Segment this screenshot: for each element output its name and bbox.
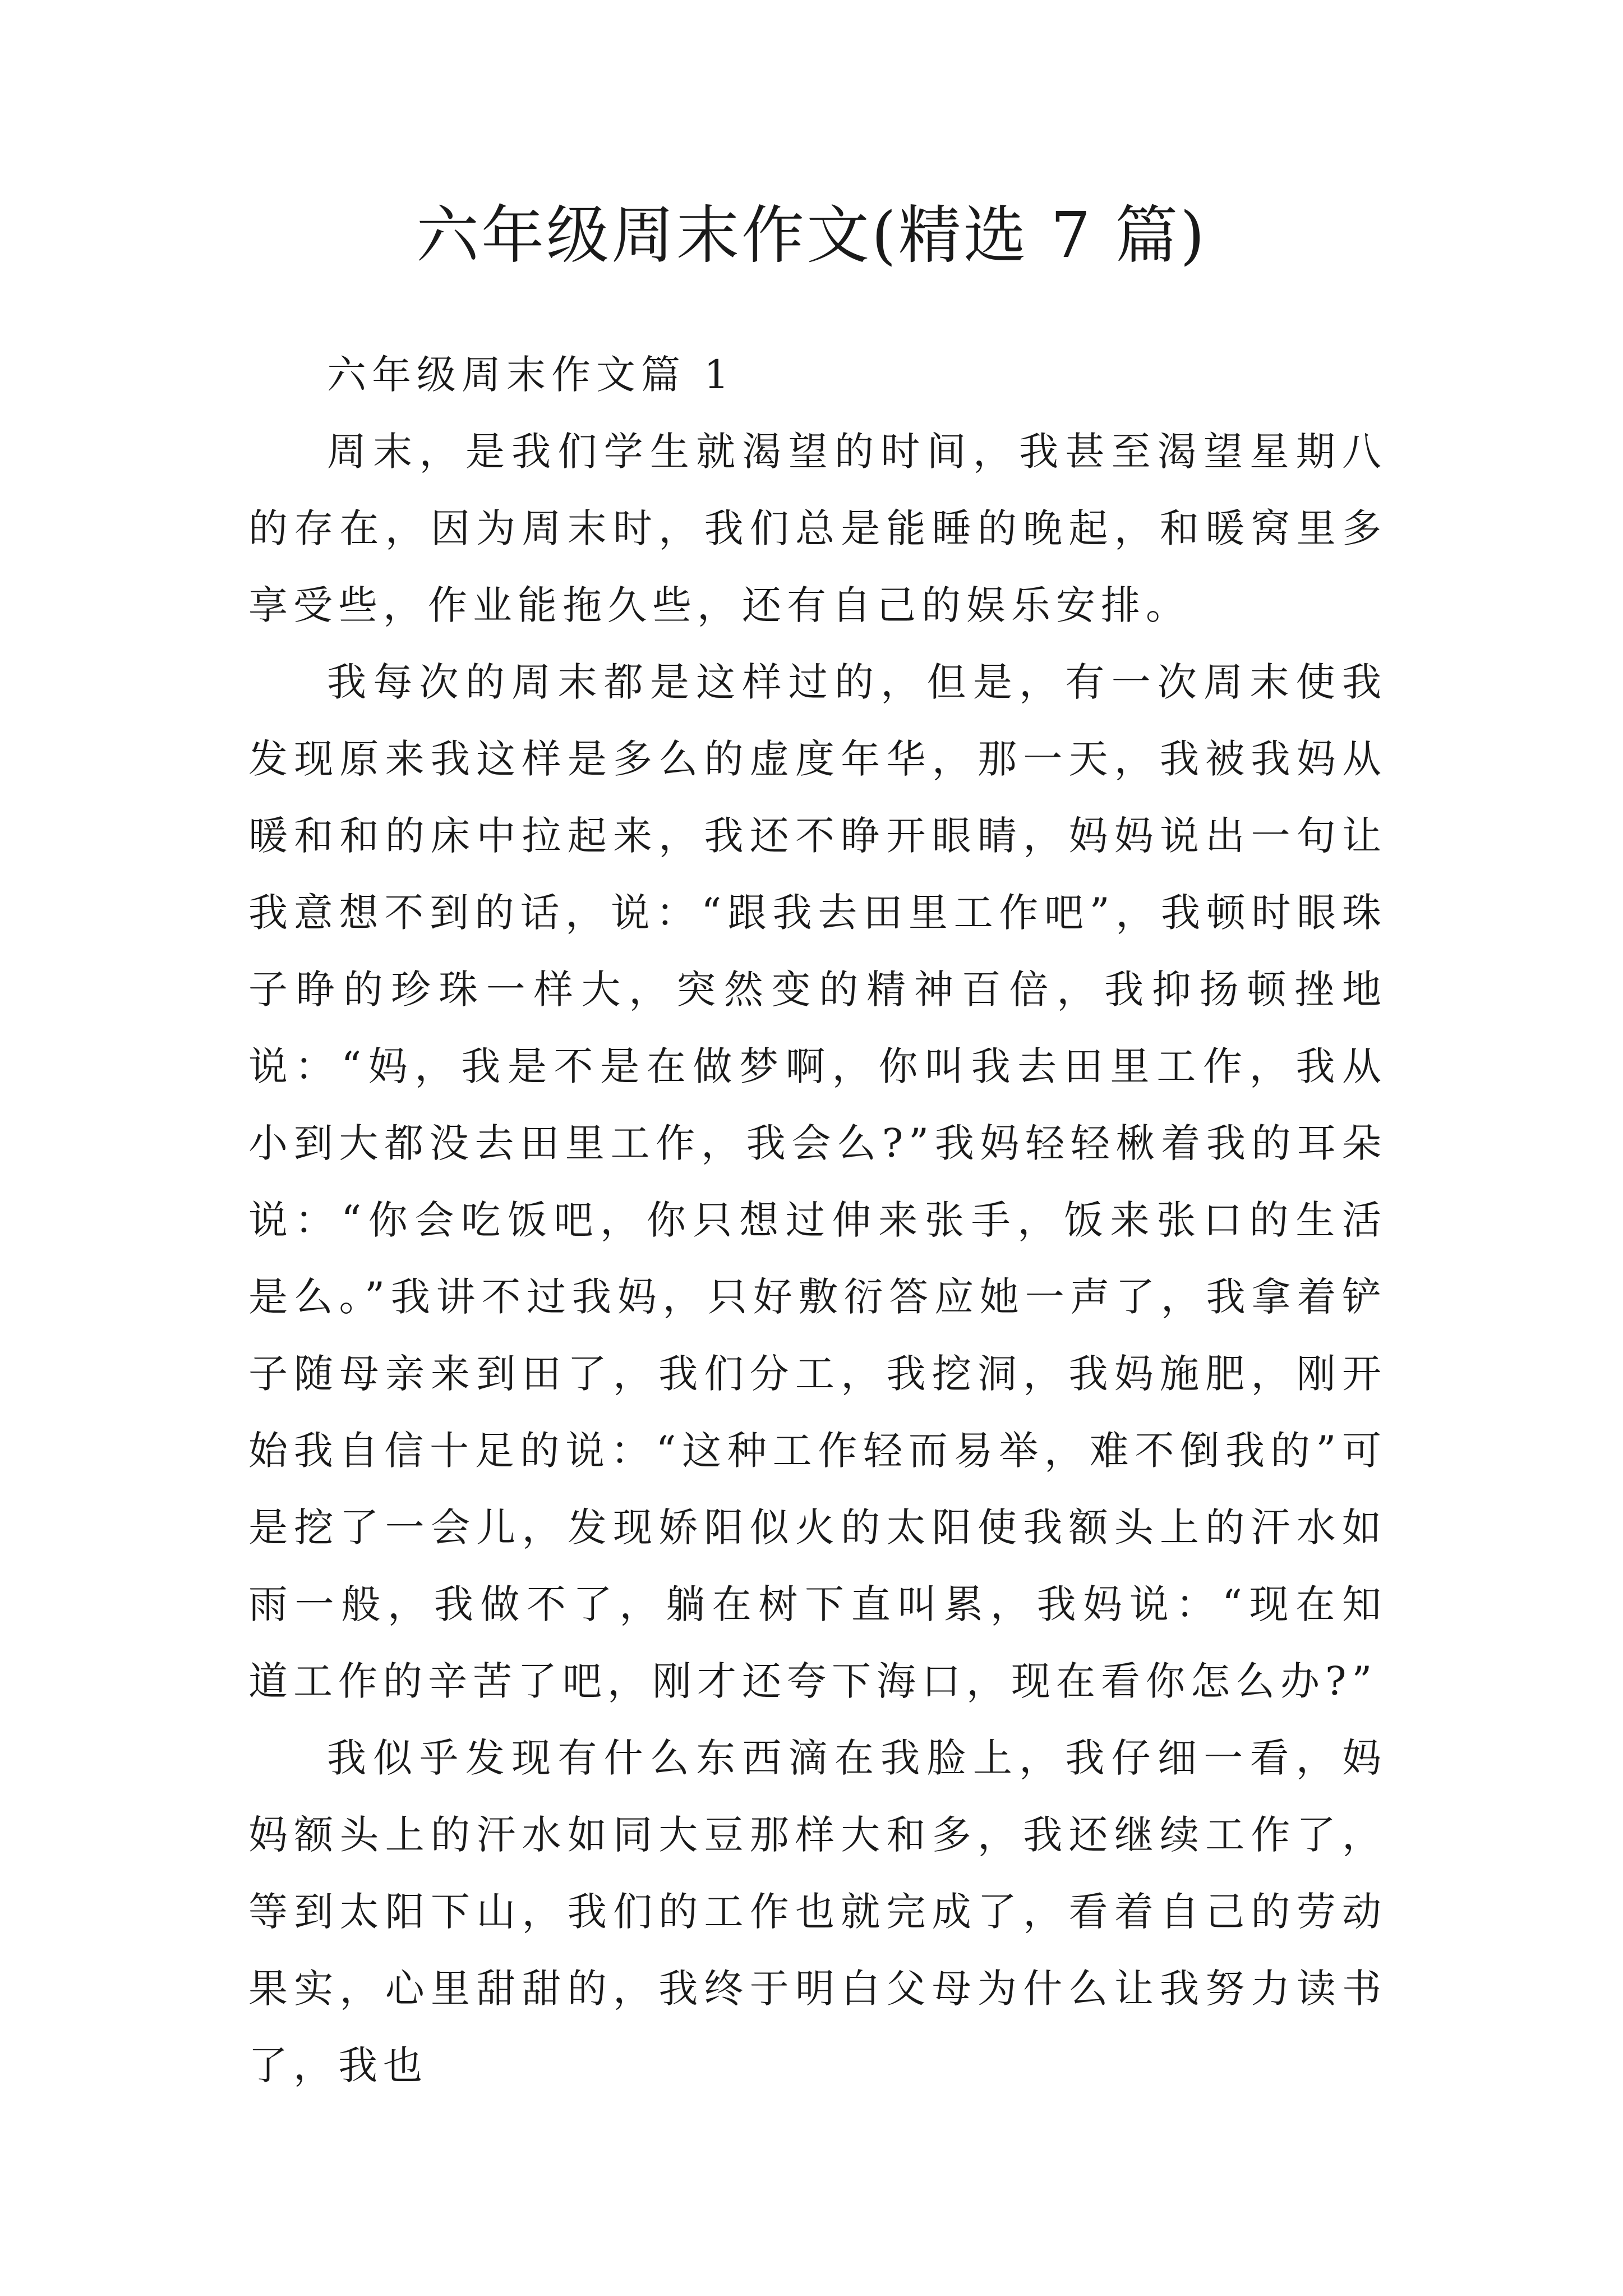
document-body [248, 337, 1387, 2104]
document-title: 六年级周末作文(精选 7 篇) [416, 199, 1207, 272]
paragraph-1: 周末，是我们学生就渴望的时间，我甚至渴望星期八的存在，因为周末时，我们总是能睡的晚起，和暖窝里多享受些，作业能拖久些，还有自己的娱乐安排。 [248, 429, 1387, 628]
section-heading: 六年级周末作文篇 1 [327, 352, 735, 398]
paragraph-2: 我每次的周末都是这样过的，但是，有一次周末使我发现原来我这样是多么的虚度年华，那一天，我被我妈从暖和和的床中拉起来，我还不睁开眼睛，妈妈说出一句让我意想不到的话，说：“跟我去田里工作吧”，我顿时眼珠子睁的珍珠一样大，突然变的精神百倍，我抑扬顿挫地说：“妈，我是不是在做梦啊，你叫我去田里工作，我从小到大都没去田里工作，我会么?”我妈轻轻楸着我的耳朵说：“你会吃饭吧，你只想过伸来张手，饭来张口的生活是么。”我讲不过我妈，只好敷衍答应她一声了，我拿着铲子随母亲来到田了，我们分工，我挖洞，我妈施肥，刚开始我自信十足的说：“这种工作轻而易举，难不倒我的”可是挖了一会儿，发现娇阳似火的太阳使我额头上的汗水如雨一般，我做不了，躺在树下直叫累，我妈说：“现在知道工作的辛苦了吧，刚才还夸下海口，现在看你怎么办?” [248, 659, 1387, 1704]
paragraph-3: 我似乎发现有什么东西滴在我脸上，我仔细一看，妈妈额头上的汗水如同大豆那样大和多，我还继续工作了，等到太阳下山，我们的工作也就完成了，看着自己的劳动果实，心里甜甜的，我终于明白父母为什么让我努力读书了，我也 [248, 1735, 1387, 2088]
